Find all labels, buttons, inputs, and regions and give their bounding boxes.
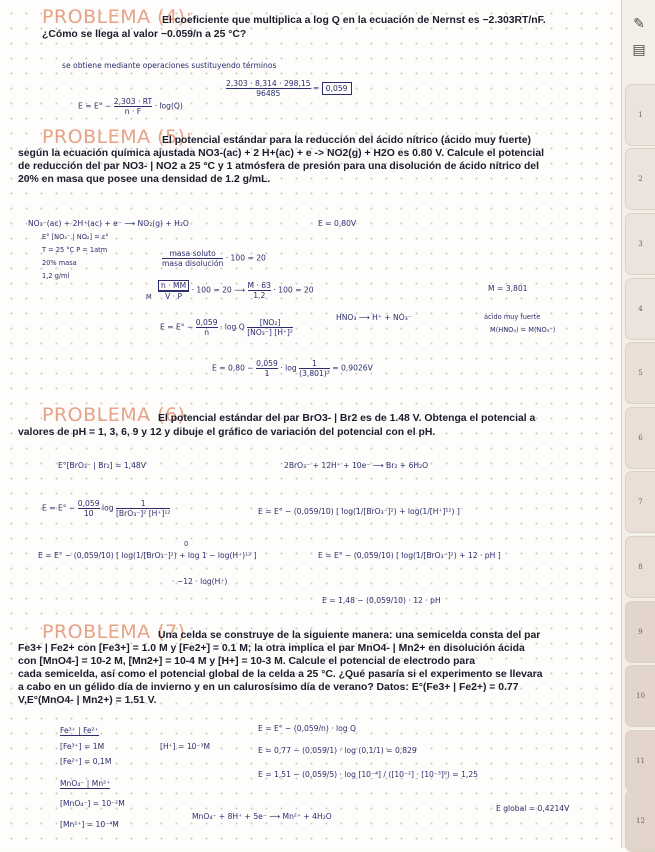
- p4-eq-den: n · F: [114, 106, 152, 116]
- p5-formula-molar: $\frac{n \cdot MM}{V \cdot P}$ · 100 = 20 ⟶ $\frac{M \cdot 63}{1,2}$ · 100 = 20: [158, 280, 314, 301]
- problem-6-statement-line-1: El potencial estándar del par BrO3- | Br2 es de 1.48 V. Obtenga el potencial a: [158, 413, 536, 424]
- page-tab-5[interactable]: 5: [625, 342, 655, 404]
- p5-f3-den: 1,2: [248, 290, 271, 300]
- p6-eq-3-zero: 0: [184, 540, 189, 548]
- p5-f1-tail: · 100 = 20: [225, 253, 266, 263]
- problem-5-statement-line-1: El potencial estándar para la reducción del ácido nítrico (ácido muy fuerte): [162, 135, 531, 146]
- page-tab-8[interactable]: 8: [625, 536, 655, 598]
- p5-nernst-log: · log Q: [219, 322, 245, 332]
- p6-substitution: · −12 · log(H⁺): [172, 577, 228, 586]
- page-tab-2[interactable]: 2: [625, 148, 655, 210]
- problem-4-statement-line-1: El coeficiente que multiplica a log Q en la ecuación de Nernst es −2.303RT/nF.: [162, 15, 546, 26]
- problem-7-statement-line-3: con [MnO4-] = 10-2 M, [Mn2+] = 10-4 M y [H+] = 10-3 M. Calcule el potencial de electrodo para: [18, 656, 476, 667]
- problem-7-statement-line-4: cada semicelda, así como el potencial global de la celda a 25 °C. ¿Qué pasaría si el experimento se llevara: [18, 669, 543, 680]
- p4-eq-lhs: E = E° −: [78, 101, 112, 111]
- p7-mno4-conc: [MnO₄⁻] = 10⁻²M: [60, 799, 125, 808]
- problem-5-statement-line-2: según la ecuación química ajustada NO3-(ac) + 2 H+(ac) + e -> NO2(g) + H2O es 0.80 V. Calcule el potencial: [18, 148, 544, 159]
- p6-eq-2: E = E° − (0,059/10) [ log(1/[BrO₃⁻]²) + log(1/[H⁺]¹²) ]: [258, 507, 460, 516]
- problem-7-statement-line-2: Fe3+ | Fe2+ con [Fe3+] = 1.0 M y [Fe2+] = 0.1 M; la otra implica el par MnO4- | Mn2+ en disolución ácida: [18, 643, 525, 654]
- p4-eq-log: · log(Q): [154, 101, 183, 111]
- p5-final-den: 1: [256, 368, 278, 378]
- p5-reaction: NO₃⁻(ac) + 2H⁺(ac) + e⁻ ⟶ NO₂(g) + H₂O: [28, 219, 189, 228]
- p7-fe-potential: E = 0,77 − (0,059/1) · log (0,1/1) = 0,829: [258, 746, 417, 755]
- p5-f2-den: V · P: [158, 291, 189, 301]
- p6-eq-1: [42, 499, 170, 518]
- p6-e1-den: 10: [78, 508, 100, 518]
- p7-mn2-conc: [Mn²⁺] = 10⁻⁴M: [60, 820, 119, 829]
- p5-dissociation: HNO₃ ⟶ H⁺ + NO₃⁻: [336, 313, 412, 322]
- p6-e1-lhs: E = E° −: [42, 503, 76, 513]
- p6-eq-5: E = 1,48 − (0,059/10) · 12 · pH: [322, 596, 441, 605]
- problem-5-title: PROBLEMA (5):: [42, 126, 193, 148]
- p5-final: [212, 359, 373, 378]
- p7-fe-pair: Fe³⁺ | Fe²⁺: [60, 726, 99, 735]
- page-tab-7[interactable]: 7: [625, 471, 655, 533]
- p6-reaction: 2BrO₃⁻ + 12H⁺ + 10e⁻ ⟶ Br₂ + 6H₂O: [284, 461, 429, 470]
- page-tab-12[interactable]: 12: [625, 790, 655, 852]
- p6-eq-3: E = E° − (0,059/10) [ log(1/[BrO₃⁻]²) + log 1 − log(H⁺)¹² ]: [38, 551, 257, 560]
- p5-f1-den: masa disolución: [162, 259, 224, 268]
- p5-final-lhs: E = 0,80 −: [212, 363, 254, 373]
- p7-mn-potential: E = 1,51 − (0,059/5) · log [10⁻⁴] / ([10⁻²] · [10⁻³]⁸) = 1,25: [258, 770, 478, 779]
- p7-fe3-conc: [Fe³⁺] = 1M: [60, 742, 105, 751]
- p6-e1-q-den: [BrO₃⁻]² [H⁺]¹²: [115, 509, 171, 518]
- p5-formula-mass: [162, 249, 266, 268]
- p6-e1-log: log: [101, 503, 114, 513]
- p7-mn-reaction: MnO₄⁻ + 8H⁺ + 5e⁻ ⟶ Mn²⁺ + 4H₂O: [192, 812, 332, 821]
- problem-5-statement-line-4: 20% en masa que posee una densidad de 1.2 g/mL.: [18, 174, 271, 185]
- p4-eq-num: 2,303 · RT: [113, 97, 153, 106]
- p5-data-e0: E° [NO₃⁻ | NO₂] = ε°: [42, 233, 109, 241]
- problem-4-statement-line-2: ¿Cómo se llega al valor −0.059/n a 25 °C?: [42, 29, 247, 40]
- p4-note: se obtiene mediante operaciones sustituyendo términos: [62, 61, 277, 70]
- p5-f2-num: n · MM: [158, 280, 189, 291]
- p7-mn-pair: MnO₄⁻ | Mn²⁺: [60, 779, 111, 788]
- p4-calc-result: 0,059: [322, 82, 352, 95]
- notes-icon[interactable]: ▤: [632, 40, 646, 57]
- p6-eq-4: E = E° − (0,059/10) [ log(1/[BrO₃⁻]²) + 12 · pH ]: [318, 551, 501, 560]
- page-tab-4[interactable]: 4: [625, 278, 655, 340]
- problem-7-statement-line-1: Una celda se construye de la siguiente manera: una semicelda consta del par: [158, 630, 541, 641]
- p5-f3-tail: · 100 = 20: [273, 285, 314, 295]
- page-tab-9[interactable]: 9: [625, 601, 655, 663]
- p5-acid-note-2: M(HNO₃) = M(NO₃⁻): [490, 326, 556, 334]
- p5-nernst-den: n: [196, 327, 218, 337]
- problem-6-title: PROBLEMA (6): [42, 404, 186, 426]
- notebook-sidebar: [621, 0, 655, 848]
- p5-nernst-lhs: E = E° −: [160, 322, 194, 332]
- p5-nernst-num: 0,059: [195, 318, 218, 327]
- p7-h-conc: [H⁺] = 10⁻³M: [160, 742, 211, 751]
- p4-calc-num: 2,303 · 8,314 · 298,15: [226, 79, 311, 88]
- p5-f2-tail: · 100 = 20: [191, 285, 232, 295]
- problem-5-statement-line-3: de reducción del par NO3- | NO2 a 25 °C y 1 atmósfera de presión para una disolución de ácido nítrico del: [18, 161, 539, 172]
- page-tab-10[interactable]: 10: [625, 665, 655, 727]
- p4-calc-den: 96485: [226, 88, 311, 98]
- p5-final-num: 0,059: [256, 359, 278, 368]
- problem-6-statement-line-2: valores de pH = 1, 3, 6, 9 y 12 y dibuje el gráfico de variación del potencial con el pH.: [18, 427, 436, 438]
- p5-final-q-num: 1: [312, 359, 317, 368]
- p5-q-num: [NO₂]: [259, 318, 281, 327]
- p5-final-log: · log: [280, 363, 297, 373]
- p5-final-q-den: (3,801)³: [299, 369, 330, 378]
- p4-nernst-equation: [78, 97, 183, 116]
- p5-molarity-result: M = 3,801: [488, 284, 528, 293]
- p6-e1-num: 0,059: [77, 499, 100, 508]
- p5-e-value: E = 0,80V: [318, 219, 357, 228]
- p4-calc: $\frac{2,303 \cdot 8,314 \cdot 298,15}{96485}$ = 0,059: [226, 79, 352, 98]
- p5-m-label: M: [146, 293, 152, 301]
- p5-q-den: [NO₃⁻] [H⁺]²: [247, 328, 293, 337]
- p5-final-result: = 0,9026V: [332, 363, 373, 373]
- p5-acid-note: ácido muy fuerte: [484, 313, 541, 321]
- page-tab-6[interactable]: 6: [625, 407, 655, 469]
- p5-f1-num: masa soluto: [169, 249, 216, 258]
- problem-7-title: PROBLEMA (7): [42, 621, 186, 643]
- problem-7-statement-line-6: V,E°(MnO4- | Mn2+) = 1.51 V.: [18, 695, 157, 706]
- p6-e1-q-num: 1: [140, 499, 146, 508]
- problem-7-statement-line-5: a cabo en un gélido día de invierno y en un calurosísimo día de verano? Datos: E°(Fe3+ | Fe2+) = 0.77: [18, 682, 519, 693]
- p5-data-mass-percent: 20% masa: [42, 259, 77, 267]
- p5-data-density: 1,2 g/ml: [42, 272, 70, 280]
- p7-global-potential: E global = 0,4214V: [496, 804, 570, 813]
- p7-general-nernst: E = E° − (0,059/n) · log Q: [258, 724, 357, 733]
- page-tab-1[interactable]: 1: [625, 84, 655, 146]
- pen-icon[interactable]: ✎: [633, 14, 645, 31]
- p6-e0: E°[BrO₃⁻ | Br₂] = 1,48V: [58, 461, 146, 470]
- p5-f3-num: M · 63: [247, 281, 271, 290]
- problem-4-title: PROBLEMA (4):: [42, 6, 193, 28]
- page-tab-3[interactable]: 3: [625, 213, 655, 275]
- p5-nernst: [160, 318, 293, 337]
- p5-data-conditions: T = 25 °C P = 1atm: [42, 246, 108, 254]
- page-tab-11[interactable]: 11: [625, 730, 655, 792]
- p7-fe2-conc: [Fe²⁺] = 0,1M: [60, 757, 112, 766]
